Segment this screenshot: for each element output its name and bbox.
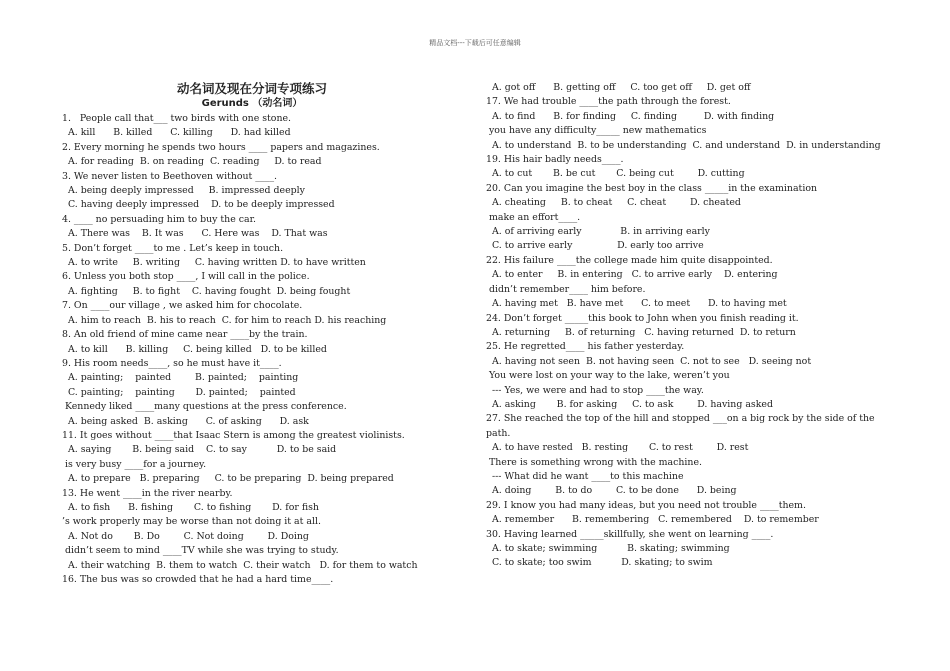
question-line: make an effort____. xyxy=(486,211,581,223)
question-line: 7. On ____our village , we asked him for chocolate. xyxy=(62,300,303,312)
question-line: 5. Don’t forget ____to me . Let’s keep in touch. xyxy=(62,242,284,254)
question-line: A. to prepare B. preparing C. to be preparing D. being prepared xyxy=(62,473,394,485)
question-line: A. to enter B. in entering C. to arrive early D. entering xyxy=(486,269,778,281)
question-line: A. kill B. killed C. killing D. had killed xyxy=(62,127,291,139)
question-line: 4. ____ no persuading him to buy the car. xyxy=(62,213,257,225)
question-line: A. to find B. for finding C. finding D. with finding xyxy=(486,110,775,122)
question-line: C. painting; painting D. painted; painted xyxy=(62,386,296,398)
question-line: 11. It goes without ____that Isaac Stern is among the greatest violinists. xyxy=(62,429,405,441)
page-title: 动名词及现在分词专项练习 xyxy=(176,81,327,96)
question-line: 20. Can you imagine the best boy in the class _____in the examination xyxy=(486,182,817,194)
question-line: A. him to reach B. his to reach C. for him to reach D. his reaching xyxy=(62,314,387,326)
question-line: A. cheating B. to cheat C. cheat D. cheated xyxy=(486,197,741,209)
right-column xyxy=(486,81,891,571)
question-line: A. of arriving early B. in arriving early xyxy=(486,226,710,238)
question-line: --- Yes, we were and had to stop ____the way. xyxy=(486,384,704,396)
question-line: 24. Don’t forget _____this book to John when you finish reading it. xyxy=(486,312,799,324)
question-line: 27. She reached the top of the hill and stopped ___on a big rock by the side of the path. xyxy=(486,413,878,439)
question-line: A. painting; painted B. painted; painting xyxy=(62,372,299,384)
question-line: 25. He regretted____ his father yesterday. xyxy=(486,341,685,353)
question-line: 6. Unless you both stop ____, I will call in the police. xyxy=(62,271,310,283)
question-line: 3. We never listen to Beethoven without ____. xyxy=(62,170,278,182)
question-line: didn’t remember____ him before. xyxy=(486,283,646,295)
question-line: A. to skate; swimming B. skating; swimming xyxy=(486,543,730,554)
question-line: A. to have rested B. resting C. to rest D. rest xyxy=(486,442,749,454)
question-line: 16. The bus was so crowded that he had a hard time____. xyxy=(62,574,334,585)
question-line: didn’t seem to mind ____TV while she was trying to study. xyxy=(62,545,339,557)
question-line: A. got off B. getting off C. too get off D. get off xyxy=(486,82,751,93)
question-line: 2. Every morning he spends two hours ____ papers and magazines. xyxy=(62,141,380,153)
question-line: C. to skate; too swim D. skating; to swim xyxy=(486,557,713,569)
question-line: C. to arrive early D. early too arrive xyxy=(486,240,704,252)
question-line: A. remember B. remembering C. remembered D. to remember xyxy=(486,514,819,526)
page-header: 精品文档---下载后可任意编辑 xyxy=(429,39,521,47)
question-line: A. to write B. writing C. having written D. to have written xyxy=(62,257,366,269)
question-line: A. to kill B. killing C. being killed D. to be killed xyxy=(62,343,327,355)
question-line: A. to cut B. be cut C. being cut D. cutting xyxy=(486,168,745,180)
question-line: There is something wrong with the machine. xyxy=(486,456,702,468)
question-line: A. having not seen B. not having seen C. not to see D. seeing not xyxy=(486,355,812,367)
question-line: A. being asked B. asking C. of asking D. ask xyxy=(62,415,309,427)
left-question-list xyxy=(62,112,472,587)
question-line: 8. An old friend of mine came near ____by the train. xyxy=(62,329,308,341)
question-line: --- What did he want ____to this machine xyxy=(486,470,684,482)
question-line: A. asking B. for asking C. to ask D. having asked xyxy=(486,398,773,410)
question-line: 17. We had trouble ____the path through the forest. xyxy=(486,96,731,108)
question-line: A. returning B. of returning C. having returned D. to return xyxy=(486,326,796,338)
question-line: 9. His room needs____, so he must have it____. xyxy=(62,357,282,369)
question-line: A. There was B. It was C. Here was D. That was xyxy=(62,228,328,240)
question-line: Kennedy liked ____many questions at the press conference. xyxy=(62,401,347,413)
question-line: A. doing B. to do C. to be done D. being xyxy=(486,485,737,497)
question-line: You were lost on your way to the lake, weren’t you xyxy=(486,370,730,382)
question-line: A. fighting B. to fight C. having fought D. being fought xyxy=(62,285,351,297)
left-column xyxy=(62,81,472,587)
question-line: A. to understand B. to be understanding C. and understand D. in understanding xyxy=(486,139,881,151)
question-line: A. having met B. have met C. to meet D. to having met xyxy=(486,298,787,310)
page-subtitle: Gerunds （动名词） xyxy=(201,98,303,109)
question-line: 19. His hair badly needs____. xyxy=(486,154,624,166)
question-line: A. for reading B. on reading C. reading D. to read xyxy=(62,156,322,168)
question-line: ’s work properly may be worse than not doing it at all. xyxy=(62,516,321,528)
question-line: 13. He went ____in the river nearby. xyxy=(62,487,233,499)
question-line: 22. His failure ____the college made him quite disappointed. xyxy=(486,254,773,266)
question-line: you have any difficulty_____ new mathematics xyxy=(486,125,707,137)
question-line: A. to fish B. fishing C. to fishing D. for fish xyxy=(62,501,319,513)
question-line: 29. I know you had many ideas, but you need not trouble ____them. xyxy=(486,499,806,511)
question-line: 1. People call that___ two birds with one stone. xyxy=(62,113,292,124)
question-line: 30. Having learned _____skillfully, she went on learning ____. xyxy=(486,528,774,540)
question-line: A. Not do B. Do C. Not doing D. Doing xyxy=(62,530,309,542)
question-line: C. having deeply impressed D. to be deeply impressed xyxy=(62,199,335,211)
question-line: is very busy ____for a journey. xyxy=(62,458,207,470)
right-question-list xyxy=(486,81,891,571)
question-line: A. their watching B. them to watch C. their watch D. for them to watch xyxy=(62,559,418,571)
question-line: A. being deeply impressed B. impressed deeply xyxy=(62,185,305,197)
question-line: A. saying B. being said C. to say D. to be said xyxy=(62,444,337,456)
